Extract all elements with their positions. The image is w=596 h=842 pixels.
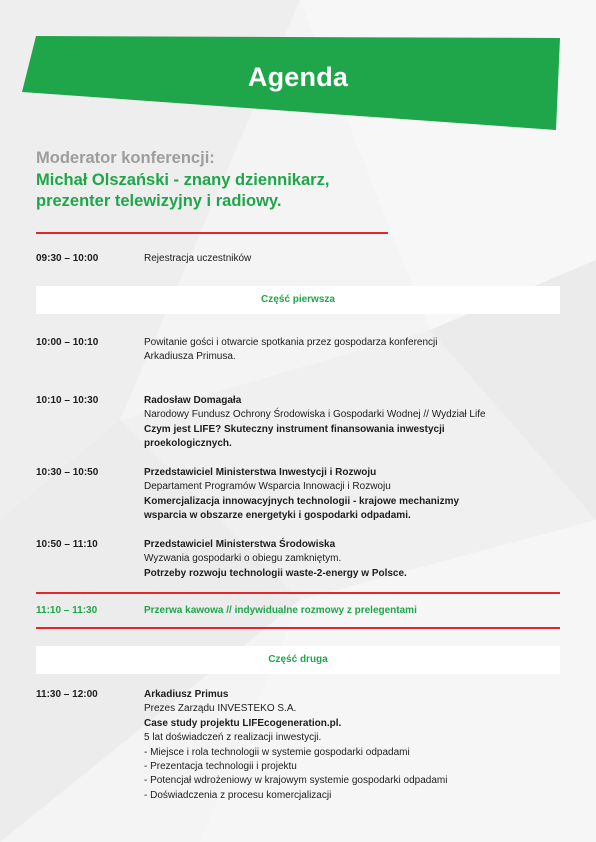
talk-topic: wsparcia w obszarze energetyki i gospodarki odpadami. xyxy=(144,510,411,522)
talk-topic: Case study projektu LIFEcogeneration.pl. xyxy=(144,717,342,729)
section-part1: Część pierwsza xyxy=(36,286,560,314)
talk-topic: Czym jest LIFE? Skuteczny instrument finansowania inwestycji xyxy=(144,423,445,435)
speaker-name: Przedstawiciel Ministerstwa Środowiska xyxy=(144,539,336,550)
speaker-name: Przedstawiciel Ministerstwa Inwestycji i Rozwoju xyxy=(144,467,377,478)
agenda-time: 10:00 – 10:10 xyxy=(36,337,99,348)
divider-red-break-top xyxy=(36,592,560,594)
moderator-label: Moderator konferencji: xyxy=(36,149,215,167)
talk-detail: - Potencjał wdrożeniowy w krajowym systemie gospodarki odpadami xyxy=(144,775,448,787)
agenda-desc xyxy=(144,336,554,365)
agenda-desc xyxy=(144,688,554,803)
speaker-org: Prezes Zarządu INVESTEKO S.A. xyxy=(144,703,297,715)
speaker-org: Wyzwania gospodarki o obiegu zamkniętym. xyxy=(144,553,342,565)
section-part2: Część druga xyxy=(36,646,560,674)
speaker-name: Radosław Domagała xyxy=(144,395,242,406)
agenda-time: 11:30 – 12:00 xyxy=(36,689,98,700)
moderator-name-line2: prezenter telewizyjny i radiowy. xyxy=(36,192,282,210)
talk-detail: 5 lat doświadczeń z realizacji inwestycji. xyxy=(144,732,322,744)
speaker-name: Arkadiusz Primus xyxy=(144,689,229,700)
moderator-block xyxy=(36,148,396,213)
agenda-desc-line: Arkadiusza Primusa. xyxy=(144,351,236,363)
page-title: Agenda xyxy=(247,62,349,92)
agenda-desc xyxy=(144,466,554,524)
agenda-desc: Rejestracja uczestników xyxy=(144,253,252,264)
agenda-desc xyxy=(144,394,554,452)
talk-detail: - Doświadczenia z procesu komercjalizacji xyxy=(144,789,332,801)
agenda-desc xyxy=(144,538,554,581)
talk-topic: proekologicznych. xyxy=(144,438,232,450)
agenda-time: 10:30 – 10:50 xyxy=(36,467,99,478)
speaker-org: Departament Programów Wsparcia Innowacji i Rozwoju xyxy=(144,481,391,493)
talk-topic: Potrzeby rozwoju technologii waste-2-energy w Polsce. xyxy=(144,567,407,579)
agenda-time: 10:10 – 10:30 xyxy=(36,395,99,406)
divider-red-break-bottom xyxy=(36,627,560,629)
moderator-name-line1: Michał Olszański - znany dziennikarz, xyxy=(36,170,330,189)
talk-topic: Komercjalizacja innowacyjnych technologii - krajowe mechanizmy xyxy=(144,495,460,507)
divider-red-top xyxy=(36,232,388,234)
talk-detail: - Prezentacja technologii i projektu xyxy=(144,761,297,773)
agenda-time: 11:10 – 11:30 xyxy=(36,605,98,616)
talk-detail: - Miejsce i rola technologii w systemie gospodarki odpadami xyxy=(144,746,410,758)
agenda-desc-line: Powitanie gości i otwarcie spotkania przez gospodarza konferencji xyxy=(144,337,438,348)
agenda-desc: Przerwa kawowa // indywidualne rozmowy z prelegentami xyxy=(144,605,417,616)
agenda-time: 10:50 – 11:10 xyxy=(36,539,98,550)
agenda-time: 09:30 – 10:00 xyxy=(36,253,99,264)
speaker-org: Narodowy Fundusz Ochrony Środowiska i Gospodarki Wodnej // Wydział Life xyxy=(144,409,486,421)
